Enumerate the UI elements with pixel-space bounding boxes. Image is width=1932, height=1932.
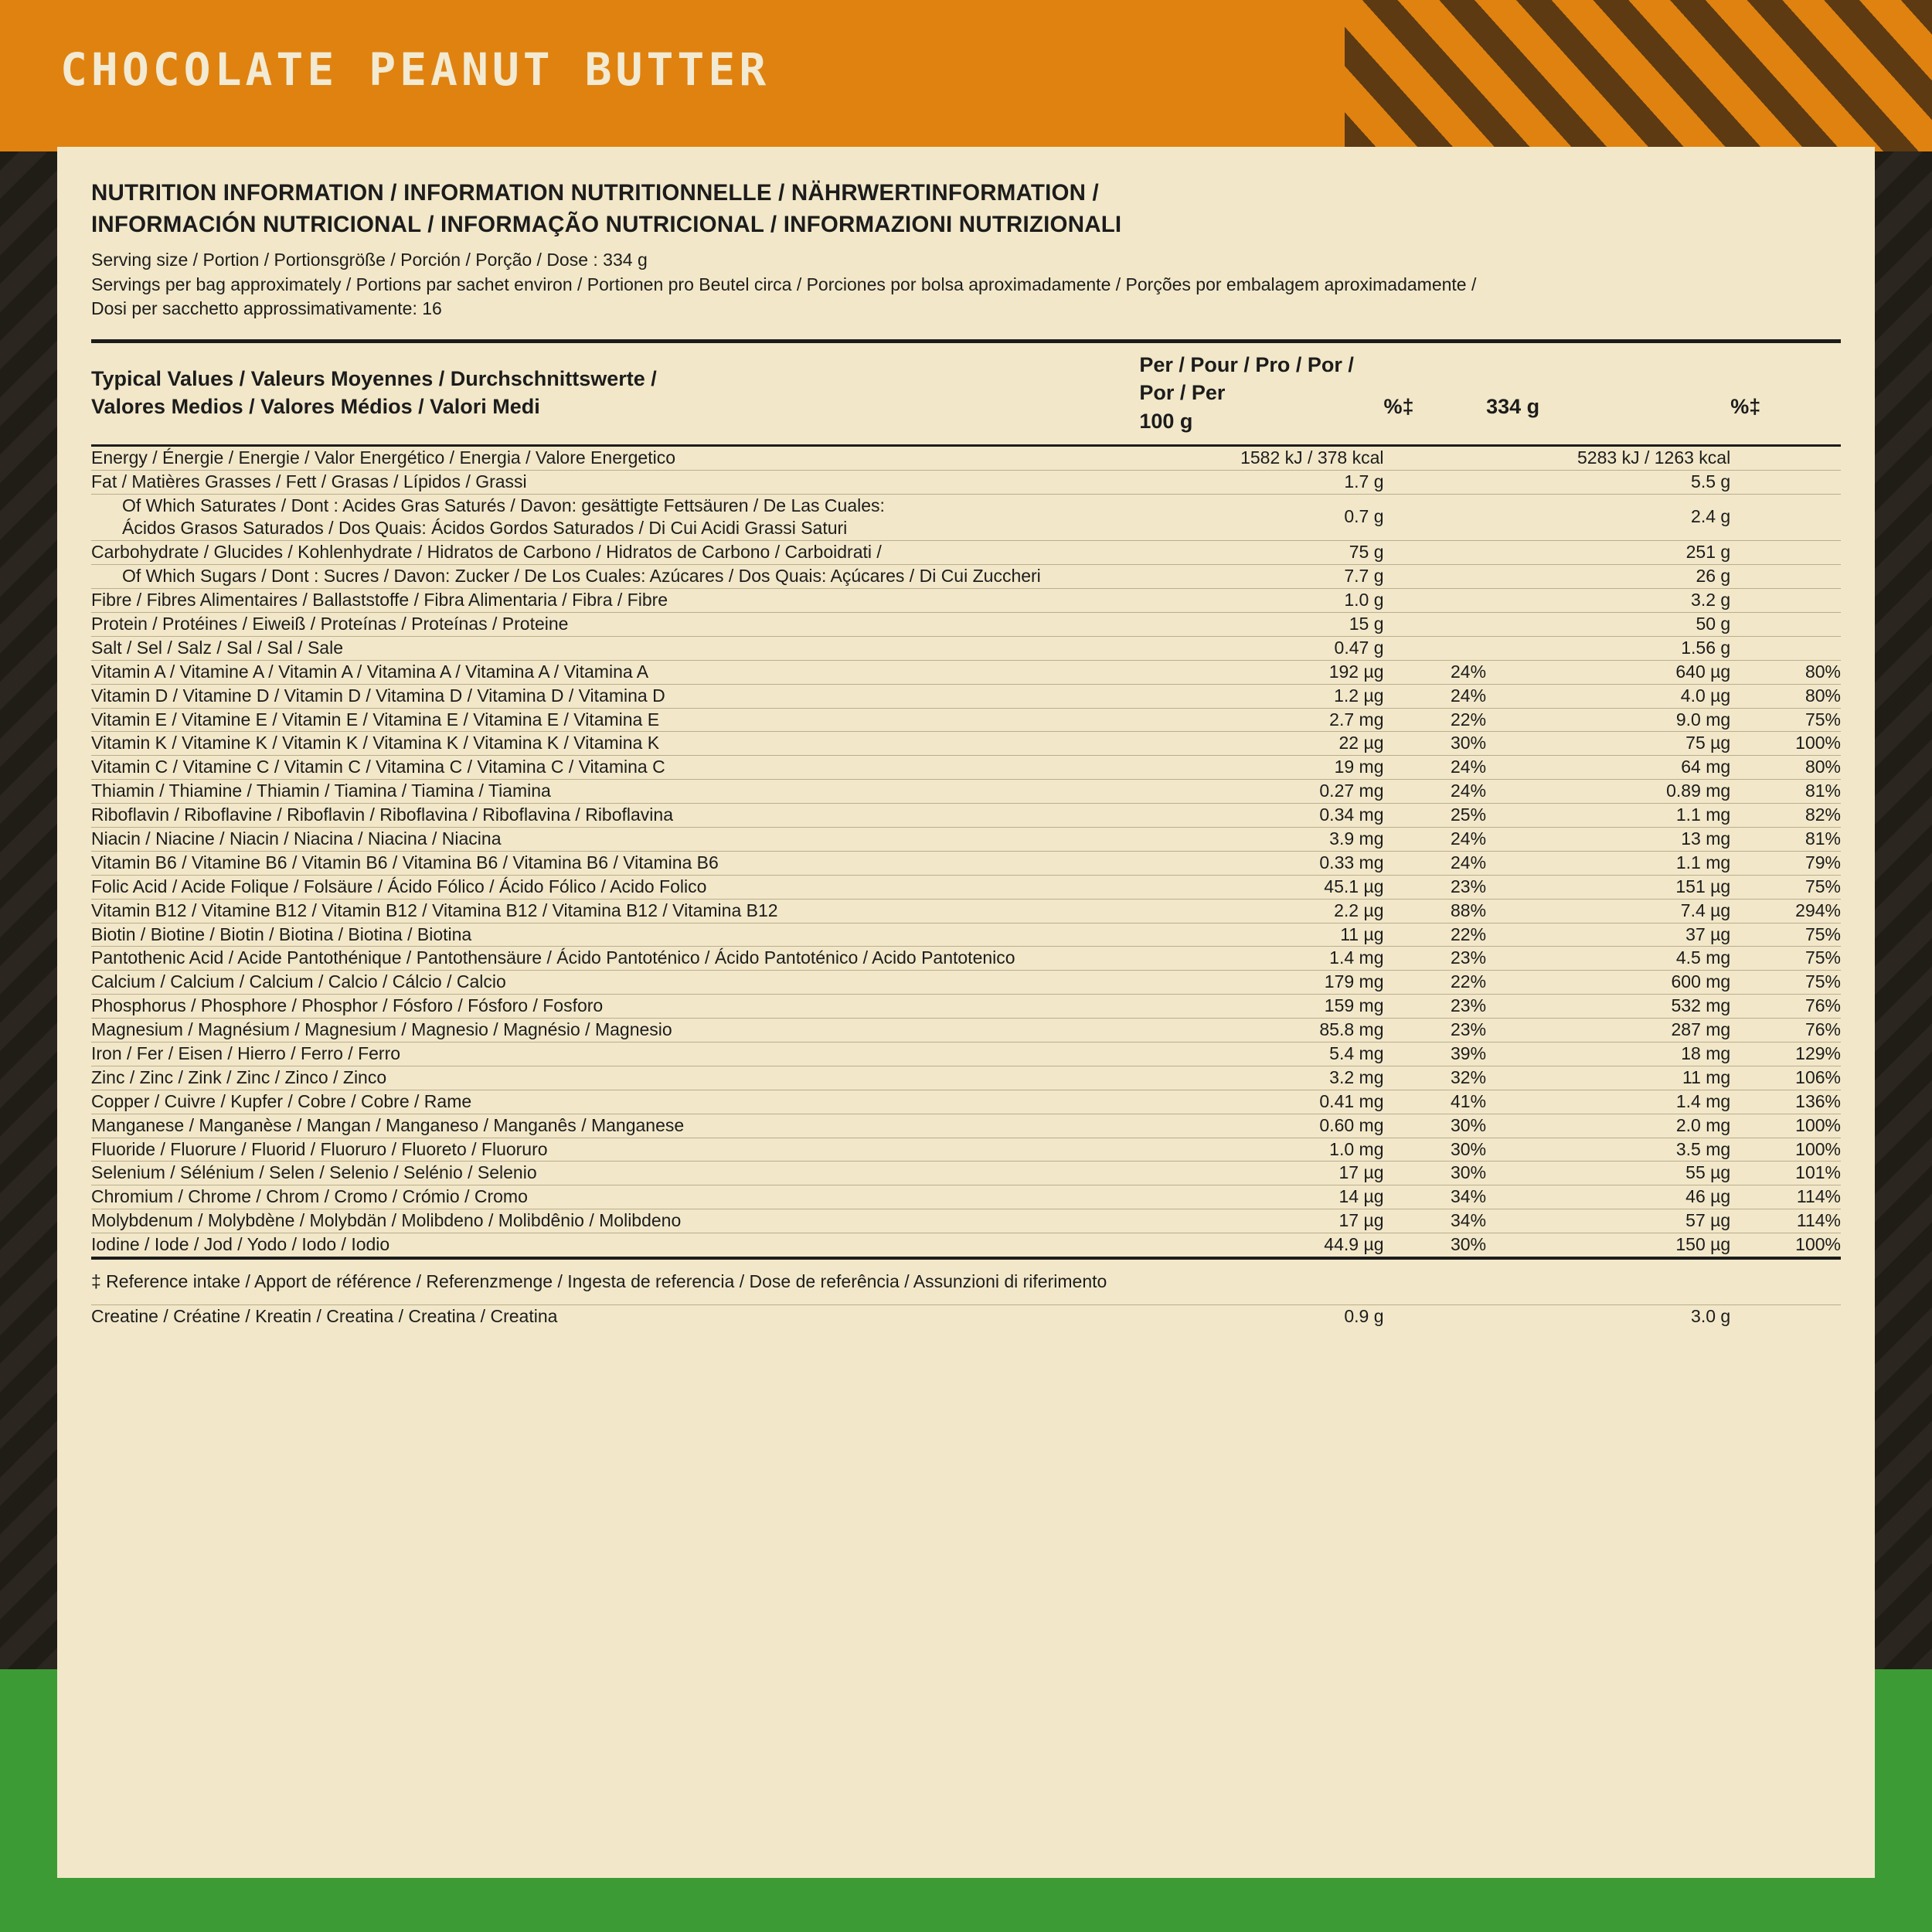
value-per-100g: 0.33 mg (1139, 851, 1383, 875)
value-per-100g: 0.9 g (1344, 1305, 1384, 1326)
panel-heading-line-1: NUTRITION INFORMATION / INFORMATION NUTRITIONNELLE / NÄHRWERTINFORMATION / (91, 180, 1099, 206)
value-per-serving: 1.4 mg (1486, 1090, 1730, 1114)
percent-per-100g (1384, 494, 1487, 541)
value-per-100g: 1.0 g (1139, 589, 1383, 613)
nutrient-name: Vitamin C / Vitamine C / Vitamin C / Vitamina C / Vitamina C / Vitamina C (91, 756, 1139, 780)
table-row (91, 875, 1841, 899)
value-per-100g: 179 mg (1139, 971, 1383, 995)
percent-per-100g: 22% (1384, 971, 1487, 995)
percent-per-100g: 22% (1384, 708, 1487, 732)
percent-per-serving: 114% (1730, 1185, 1841, 1209)
percent-per-serving (1730, 612, 1841, 636)
value-per-100g: 192 µg (1139, 660, 1383, 684)
percent-per-serving: 81% (1730, 827, 1841, 851)
value-per-100g: 0.60 mg (1139, 1114, 1383, 1138)
value-per-serving: 1.1 mg (1486, 804, 1730, 828)
percent-per-100g (1384, 636, 1487, 660)
percent-per-100g: 32% (1384, 1066, 1487, 1090)
column-header-334g: 334 g (1486, 395, 1540, 419)
table-row (91, 494, 1841, 541)
nutrient-name: Fat / Matières Grasses / Fett / Grasas / Lípidos / Grassi (91, 470, 1139, 494)
value-per-serving: 18 mg (1486, 1042, 1730, 1066)
nutrient-name: Biotin / Biotine / Biotin / Biotina / Biotina / Biotina (91, 923, 1139, 947)
percent-per-serving: 80% (1730, 756, 1841, 780)
table-row (91, 1138, 1841, 1162)
percent-per-serving: 76% (1730, 995, 1841, 1019)
percent-per-100g: 30% (1384, 1138, 1487, 1162)
value-per-100g: 2.2 µg (1139, 899, 1383, 923)
table-row (91, 947, 1841, 971)
nutrient-name: Vitamin B12 / Vitamine B12 / Vitamin B12 / Vitamina B12 / Vitamina B12 / Vitamina B12 (91, 899, 1139, 923)
percent-per-serving (1730, 565, 1841, 589)
panel-heading-line-2: INFORMACIÓN NUTRICIONAL / INFORMAÇÃO NUTRICIONAL / INFORMAZIONI NUTRIZIONALI (91, 211, 1122, 237)
value-per-100g: 15 g (1139, 612, 1383, 636)
value-per-100g: 3.9 mg (1139, 827, 1383, 851)
nutrient-name: Manganese / Manganèse / Mangan / Manganeso / Manganês / Manganese (91, 1114, 1139, 1138)
value-per-100g: 17 µg (1139, 1162, 1383, 1185)
table-row (91, 851, 1841, 875)
value-per-serving: 151 µg (1486, 875, 1730, 899)
value-per-serving: 3.0 g (1691, 1305, 1731, 1326)
value-per-serving: 55 µg (1486, 1162, 1730, 1185)
percent-per-serving: 75% (1730, 875, 1841, 899)
table-row (91, 1114, 1841, 1138)
percent-per-100g: 41% (1384, 1090, 1487, 1114)
percent-per-100g: 24% (1384, 851, 1487, 875)
table-row (91, 804, 1841, 828)
percent-per-serving: 100% (1730, 732, 1841, 756)
diagonal-stripes-decoration (1345, 0, 1932, 151)
value-per-serving: 5283 kJ / 1263 kcal (1486, 445, 1730, 470)
nutrient-name: Fluoride / Fluorure / Fluorid / Fluoruro / Fluoreto / Fluoruro (91, 1138, 1139, 1162)
column-header-percent-334g (1730, 342, 1841, 446)
nutrient-name: Thiamin / Thiamine / Thiamin / Tiamina / Tiamina / Tiamina (91, 780, 1139, 804)
column-header-typical-values (91, 342, 1139, 446)
table-row (91, 708, 1841, 732)
percent-per-100g: 24% (1384, 827, 1487, 851)
value-per-serving: 2.0 mg (1486, 1114, 1730, 1138)
column-header-percent-100g (1384, 342, 1487, 446)
servings-per-bag-line-2: Dosi per sacchetto approssimativamente: 16 (91, 298, 442, 318)
table-row (91, 923, 1841, 947)
value-per-serving: 13 mg (1486, 827, 1730, 851)
nutrient-name: Iron / Fer / Eisen / Hierro / Ferro / Ferro (91, 1042, 1139, 1066)
servings-per-bag-line-1: Servings per bag approximately / Portions par sachet environ / Portionen pro Beutel circa / Porciones por bolsa aproximadamente / Porções por embalagem aproximadamente / (91, 274, 1477, 294)
percent-per-serving (1730, 494, 1841, 541)
nutrient-name: Calcium / Calcium / Calcium / Calcio / Cálcio / Calcio (91, 971, 1139, 995)
table-body (91, 445, 1841, 1328)
percent-per-serving: 80% (1730, 660, 1841, 684)
nutrient-name: Selenium / Sélénium / Selen / Selenio / Selénio / Selenio (91, 1162, 1139, 1185)
table-row (91, 612, 1841, 636)
column-header-per-100g (1139, 342, 1383, 446)
table-row (91, 995, 1841, 1019)
percent-per-100g: 34% (1384, 1209, 1487, 1233)
value-per-serving: 600 mg (1486, 971, 1730, 995)
percent-per-100g: 24% (1384, 780, 1487, 804)
nutrient-name: Of Which Sugars / Dont : Sucres / Davon: Zucker / De Los Cuales: Azúcares / Dos Quais: Açúcares / Di Cui Zuccheri (91, 565, 1139, 589)
value-per-serving: 532 mg (1486, 995, 1730, 1019)
percent-per-serving: 129% (1730, 1042, 1841, 1066)
percent-per-100g: 39% (1384, 1042, 1487, 1066)
table-row (91, 899, 1841, 923)
nutrition-panel (57, 147, 1875, 1878)
percent-per-100g: 34% (1384, 1185, 1487, 1209)
percent-per-serving: 100% (1730, 1114, 1841, 1138)
nutrition-table (91, 339, 1841, 1328)
value-per-serving: 4.0 µg (1486, 684, 1730, 708)
value-per-100g: 11 µg (1139, 923, 1383, 947)
value-per-100g: 7.7 g (1139, 565, 1383, 589)
value-per-100g: 44.9 µg (1139, 1233, 1383, 1258)
percent-per-serving (1730, 1304, 1841, 1328)
value-per-100g: 1.0 mg (1139, 1138, 1383, 1162)
nutrient-name: Zinc / Zinc / Zink / Zinc / Zinco / Zinco (91, 1066, 1139, 1090)
value-per-100g: 5.4 mg (1139, 1042, 1383, 1066)
value-per-serving: 26 g (1486, 565, 1730, 589)
percent-per-serving: 100% (1730, 1233, 1841, 1258)
value-per-serving: 3.5 mg (1486, 1138, 1730, 1162)
value-per-serving: 1.1 mg (1486, 851, 1730, 875)
percent-per-serving: 106% (1730, 1066, 1841, 1090)
nutrient-name: Folic Acid / Acide Folique / Folsäure / Ácido Fólico / Ácido Fólico / Acido Folico (91, 875, 1139, 899)
table-row (91, 1304, 1841, 1328)
value-per-serving: 1.56 g (1486, 636, 1730, 660)
percent-per-100g: 88% (1384, 899, 1487, 923)
nutrient-name: Vitamin K / Vitamine K / Vitamin K / Vitamina K / Vitamina K / Vitamina K (91, 732, 1139, 756)
column-header-per-label: Per / Pour / Pro / Por / Por / Per (1139, 353, 1354, 405)
serving-size-line: Serving size / Portion / Portionsgröße / Porción / Porção / Dose : 334 g (91, 250, 648, 270)
percent-per-100g (1384, 565, 1487, 589)
nutrient-name: Fibre / Fibres Alimentaires / Ballaststoffe / Fibra Alimentaria / Fibra / Fibre (91, 589, 1139, 613)
table-row (91, 565, 1841, 589)
nutrient-name: Magnesium / Magnésium / Magnesium / Magnesio / Magnésio / Magnesio (91, 1019, 1139, 1043)
value-per-serving: 7.4 µg (1486, 899, 1730, 923)
page-title: CHOCOLATE PEANUT BUTTER (60, 43, 770, 96)
percent-per-serving: 101% (1730, 1162, 1841, 1185)
percent-per-serving: 114% (1730, 1209, 1841, 1233)
percent-per-serving (1730, 445, 1841, 470)
nutrient-name: Carbohydrate / Glucides / Kohlenhydrate / Hidratos de Carbono / Hidratos de Carbono / Carboidrati / (91, 541, 1139, 565)
value-per-serving: 150 µg (1486, 1233, 1730, 1258)
value-per-100g: 1582 kJ / 378 kcal (1139, 445, 1383, 470)
percent-per-serving (1730, 636, 1841, 660)
table-row (91, 732, 1841, 756)
table-row (91, 1162, 1841, 1185)
percent-per-serving: 75% (1730, 923, 1841, 947)
percent-per-serving (1730, 541, 1841, 565)
nutrient-name: Phosphorus / Phosphore / Phosphor / Fósforo / Fósforo / Fosforo (91, 995, 1139, 1019)
percent-per-serving: 80% (1730, 684, 1841, 708)
percent-per-100g: 30% (1384, 732, 1487, 756)
value-per-serving: 2.4 g (1486, 494, 1730, 541)
table-row (91, 541, 1841, 565)
serving-info (91, 248, 1841, 321)
percent-per-100g: 30% (1384, 1233, 1487, 1258)
value-per-100g: 1.2 µg (1139, 684, 1383, 708)
value-per-100g: 75 g (1139, 541, 1383, 565)
table-row (91, 470, 1841, 494)
table-row (91, 1019, 1841, 1043)
column-header-percent-334g-label: %‡ (1730, 395, 1761, 419)
value-per-serving: 3.2 g (1486, 589, 1730, 613)
nutrient-name: Iodine / Iode / Jod / Yodo / Iodo / Iodio (91, 1233, 1139, 1258)
value-per-100g: 1.7 g (1139, 470, 1383, 494)
table-row (91, 756, 1841, 780)
table-row (91, 1042, 1841, 1066)
table-row (91, 445, 1841, 470)
column-header-per-334g (1486, 342, 1730, 446)
panel-heading (91, 178, 1841, 240)
value-per-serving: 57 µg (1486, 1209, 1730, 1233)
column-header-typical-values-line-2: Valores Medios / Valores Médios / Valori Medi (91, 395, 540, 419)
value-per-serving: 46 µg (1486, 1185, 1730, 1209)
reference-intake-note: ‡ Reference intake / Apport de référence / Referenzmenge / Ingesta de referencia / Dose de referência / Assunzioni di riferimento (91, 1258, 1841, 1304)
value-per-100g: 17 µg (1139, 1209, 1383, 1233)
nutrient-name: Chromium / Chrome / Chrom / Cromo / Crómio / Cromo (91, 1185, 1139, 1209)
value-per-serving: 75 µg (1486, 732, 1730, 756)
table-row (91, 1233, 1841, 1258)
value-per-serving: 640 µg (1486, 660, 1730, 684)
nutrient-name: Salt / Sel / Salz / Sal / Sal / Sale (91, 636, 1139, 660)
value-per-100g: 0.7 g (1139, 494, 1383, 541)
percent-per-100g (1384, 1304, 1487, 1328)
percent-per-100g (1384, 589, 1487, 613)
nutrient-name: Pantothenic Acid / Acide Pantothénique / Pantothensäure / Ácido Pantoténico / Ácido Pantoténico / Acido Pantotenico (91, 947, 1139, 971)
nutrient-name: Niacin / Niacine / Niacin / Niacina / Niacina / Niacina (91, 827, 1139, 851)
percent-per-100g: 25% (1384, 804, 1487, 828)
percent-per-serving: 81% (1730, 780, 1841, 804)
value-per-serving: 5.5 g (1486, 470, 1730, 494)
nutrient-name: Of Which Saturates / Dont : Acides Gras Saturés / Davon: gesättigte Fettsäuren / De Las Cuales: Ácidos Grasos Saturados / Dos Quais: Ácidos Gordos Saturados / Di Cui Acidi Grassi Saturi (91, 494, 1139, 541)
percent-per-100g: 22% (1384, 923, 1487, 947)
percent-per-serving (1730, 470, 1841, 494)
column-header-percent-100g-label: %‡ (1383, 395, 1414, 419)
nutrient-name: Vitamin D / Vitamine D / Vitamin D / Vitamina D / Vitamina D / Vitamina D (91, 684, 1139, 708)
percent-per-serving: 75% (1730, 971, 1841, 995)
table-row (91, 660, 1841, 684)
table-row (91, 1209, 1841, 1233)
value-per-serving: 64 mg (1486, 756, 1730, 780)
percent-per-100g: 24% (1384, 660, 1487, 684)
value-per-100g: 159 mg (1139, 995, 1383, 1019)
nutrient-name: Energy / Énergie / Energie / Valor Energético / Energia / Valore Energetico (91, 445, 1139, 470)
percent-per-100g (1384, 445, 1487, 470)
percent-per-100g (1384, 470, 1487, 494)
percent-per-serving: 76% (1730, 1019, 1841, 1043)
value-per-100g: 45.1 µg (1139, 875, 1383, 899)
value-per-100g: 0.41 mg (1139, 1090, 1383, 1114)
percent-per-100g: 24% (1384, 684, 1487, 708)
percent-per-serving: 294% (1730, 899, 1841, 923)
percent-per-100g (1384, 612, 1487, 636)
nutrient-name: Vitamin E / Vitamine E / Vitamin E / Vitamina E / Vitamina E / Vitamina E (91, 708, 1139, 732)
value-per-serving: 287 mg (1486, 1019, 1730, 1043)
percent-per-serving: 82% (1730, 804, 1841, 828)
value-per-serving: 37 µg (1486, 923, 1730, 947)
value-per-100g: 3.2 mg (1139, 1066, 1383, 1090)
nutrient-name: Molybdenum / Molybdène / Molybdän / Molibdeno / Molibdênio / Molibdeno (91, 1209, 1139, 1233)
value-per-100g: 85.8 mg (1139, 1019, 1383, 1043)
value-per-100g: 0.34 mg (1139, 804, 1383, 828)
value-per-serving: 4.5 mg (1486, 947, 1730, 971)
value-per-100g: 0.47 g (1139, 636, 1383, 660)
percent-per-serving: 75% (1730, 708, 1841, 732)
percent-per-serving (1730, 589, 1841, 613)
column-header-typical-values-line-1: Typical Values / Valeurs Moyennes / Durchschnittswerte / (91, 367, 657, 391)
value-per-100g: 22 µg (1139, 732, 1383, 756)
percent-per-100g: 23% (1384, 947, 1487, 971)
value-per-100g: 14 µg (1139, 1185, 1383, 1209)
percent-per-serving: 75% (1730, 947, 1841, 971)
reference-intake-note-row (91, 1258, 1841, 1304)
nutrient-name: Copper / Cuivre / Kupfer / Cobre / Cobre / Rame (91, 1090, 1139, 1114)
percent-per-100g: 30% (1384, 1114, 1487, 1138)
percent-per-100g: 23% (1384, 875, 1487, 899)
value-per-serving: 50 g (1486, 612, 1730, 636)
value-per-serving: 0.89 mg (1486, 780, 1730, 804)
column-header-100g: 100 g (1139, 409, 1193, 433)
nutrient-name: Protein / Protéines / Eiweiß / Proteínas / Proteínas / Proteine (91, 612, 1139, 636)
value-per-serving: 11 mg (1486, 1066, 1730, 1090)
value-per-100g: 1.4 mg (1139, 947, 1383, 971)
percent-per-100g: 30% (1384, 1162, 1487, 1185)
table-row (91, 827, 1841, 851)
table-row (91, 971, 1841, 995)
value-per-100g: 19 mg (1139, 756, 1383, 780)
percent-per-100g: 23% (1384, 995, 1487, 1019)
table-row (91, 684, 1841, 708)
table-row (91, 1090, 1841, 1114)
table-row (91, 780, 1841, 804)
value-per-serving: 251 g (1486, 541, 1730, 565)
nutrient-name: Riboflavin / Riboflavine / Riboflavin / Riboflavina / Riboflavina / Riboflavina (91, 804, 1139, 828)
table-row (91, 1185, 1841, 1209)
percent-per-100g: 23% (1384, 1019, 1487, 1043)
percent-per-serving: 79% (1730, 851, 1841, 875)
percent-per-serving: 100% (1730, 1138, 1841, 1162)
percent-per-serving: 136% (1730, 1090, 1841, 1114)
percent-per-100g: 24% (1384, 756, 1487, 780)
value-per-100g: 2.7 mg (1139, 708, 1383, 732)
value-per-serving: 9.0 mg (1486, 708, 1730, 732)
table-header (91, 342, 1841, 446)
percent-per-100g (1384, 541, 1487, 565)
table-row (91, 589, 1841, 613)
nutrient-name: Vitamin A / Vitamine A / Vitamin A / Vitamina A / Vitamina A / Vitamina A (91, 660, 1139, 684)
table-row (91, 1066, 1841, 1090)
nutrient-name: Vitamin B6 / Vitamine B6 / Vitamin B6 / Vitamina B6 / Vitamina B6 / Vitamina B6 (91, 851, 1139, 875)
table-row (91, 636, 1841, 660)
nutrient-name: Creatine / Créatine / Kreatin / Creatina / Creatina / Creatina (91, 1305, 558, 1326)
value-per-100g: 0.27 mg (1139, 780, 1383, 804)
